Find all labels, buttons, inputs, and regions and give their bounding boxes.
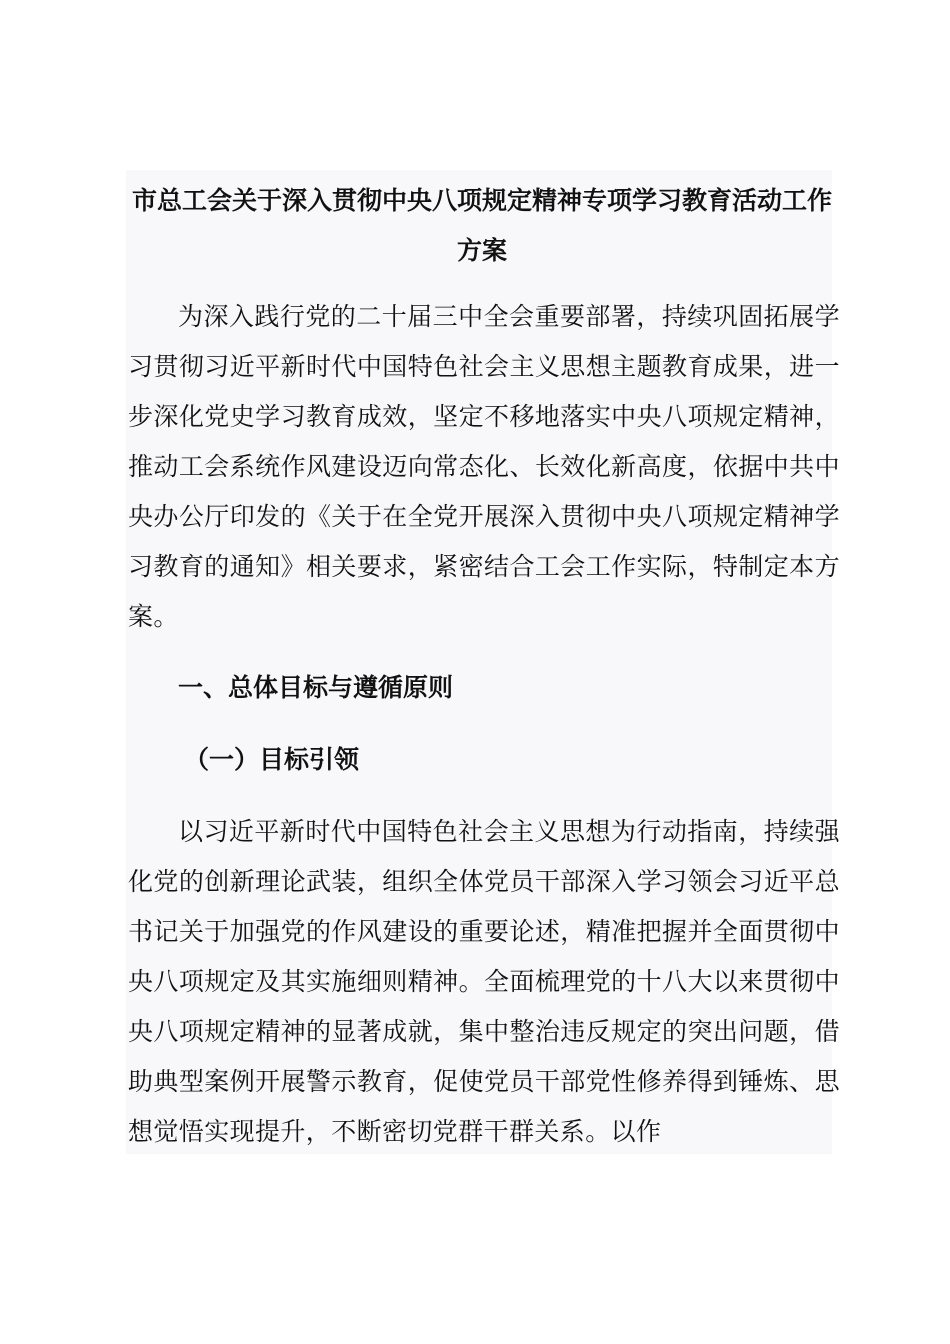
intro-paragraph: 为深入践行党的二十届三中全会重要部署，持续巩固拓展学习贯彻习近平新时代中国特色社会主义思想主题教育成果，进一步深化党史学习教育成效，坚定不移地落实中央八项规定精神，推动工会系统作风建设迈向常态化、长效化新高度，依据中共中央办公厅印发的《关于在全党开展深入贯彻中央八项规定精神学习教育的通知》相关要求，紧密结合工会工作实际，特制定本方案。: [128, 302, 840, 631]
subsection-1-paragraph: 以习近平新时代中国特色社会主义思想为行动指南，持续强化党的创新理论武装，组织全体党员干部深入学习领会习近平总书记关于加强党的作风建设的重要论述，精准把握并全面贯彻中央八项规定及其实施细则精神。全面梳理党的十八大以来贯彻中央八项规定精神的显著成就，集中整治违反规定的突出问题，借助典型案例开展警示教育，促使党员干部党性修养得到锤炼、思想觉悟实现提升，不断密切党群干群关系。以作: [128, 817, 840, 1146]
document-title: 市总工会关于深入贯彻中央八项规定精神专项学习教育活动工作方案: [131, 186, 832, 265]
section-1-heading: 一、总体目标与遵循原则: [178, 673, 454, 702]
subsection-1-heading: （一）目标引领: [184, 745, 360, 774]
